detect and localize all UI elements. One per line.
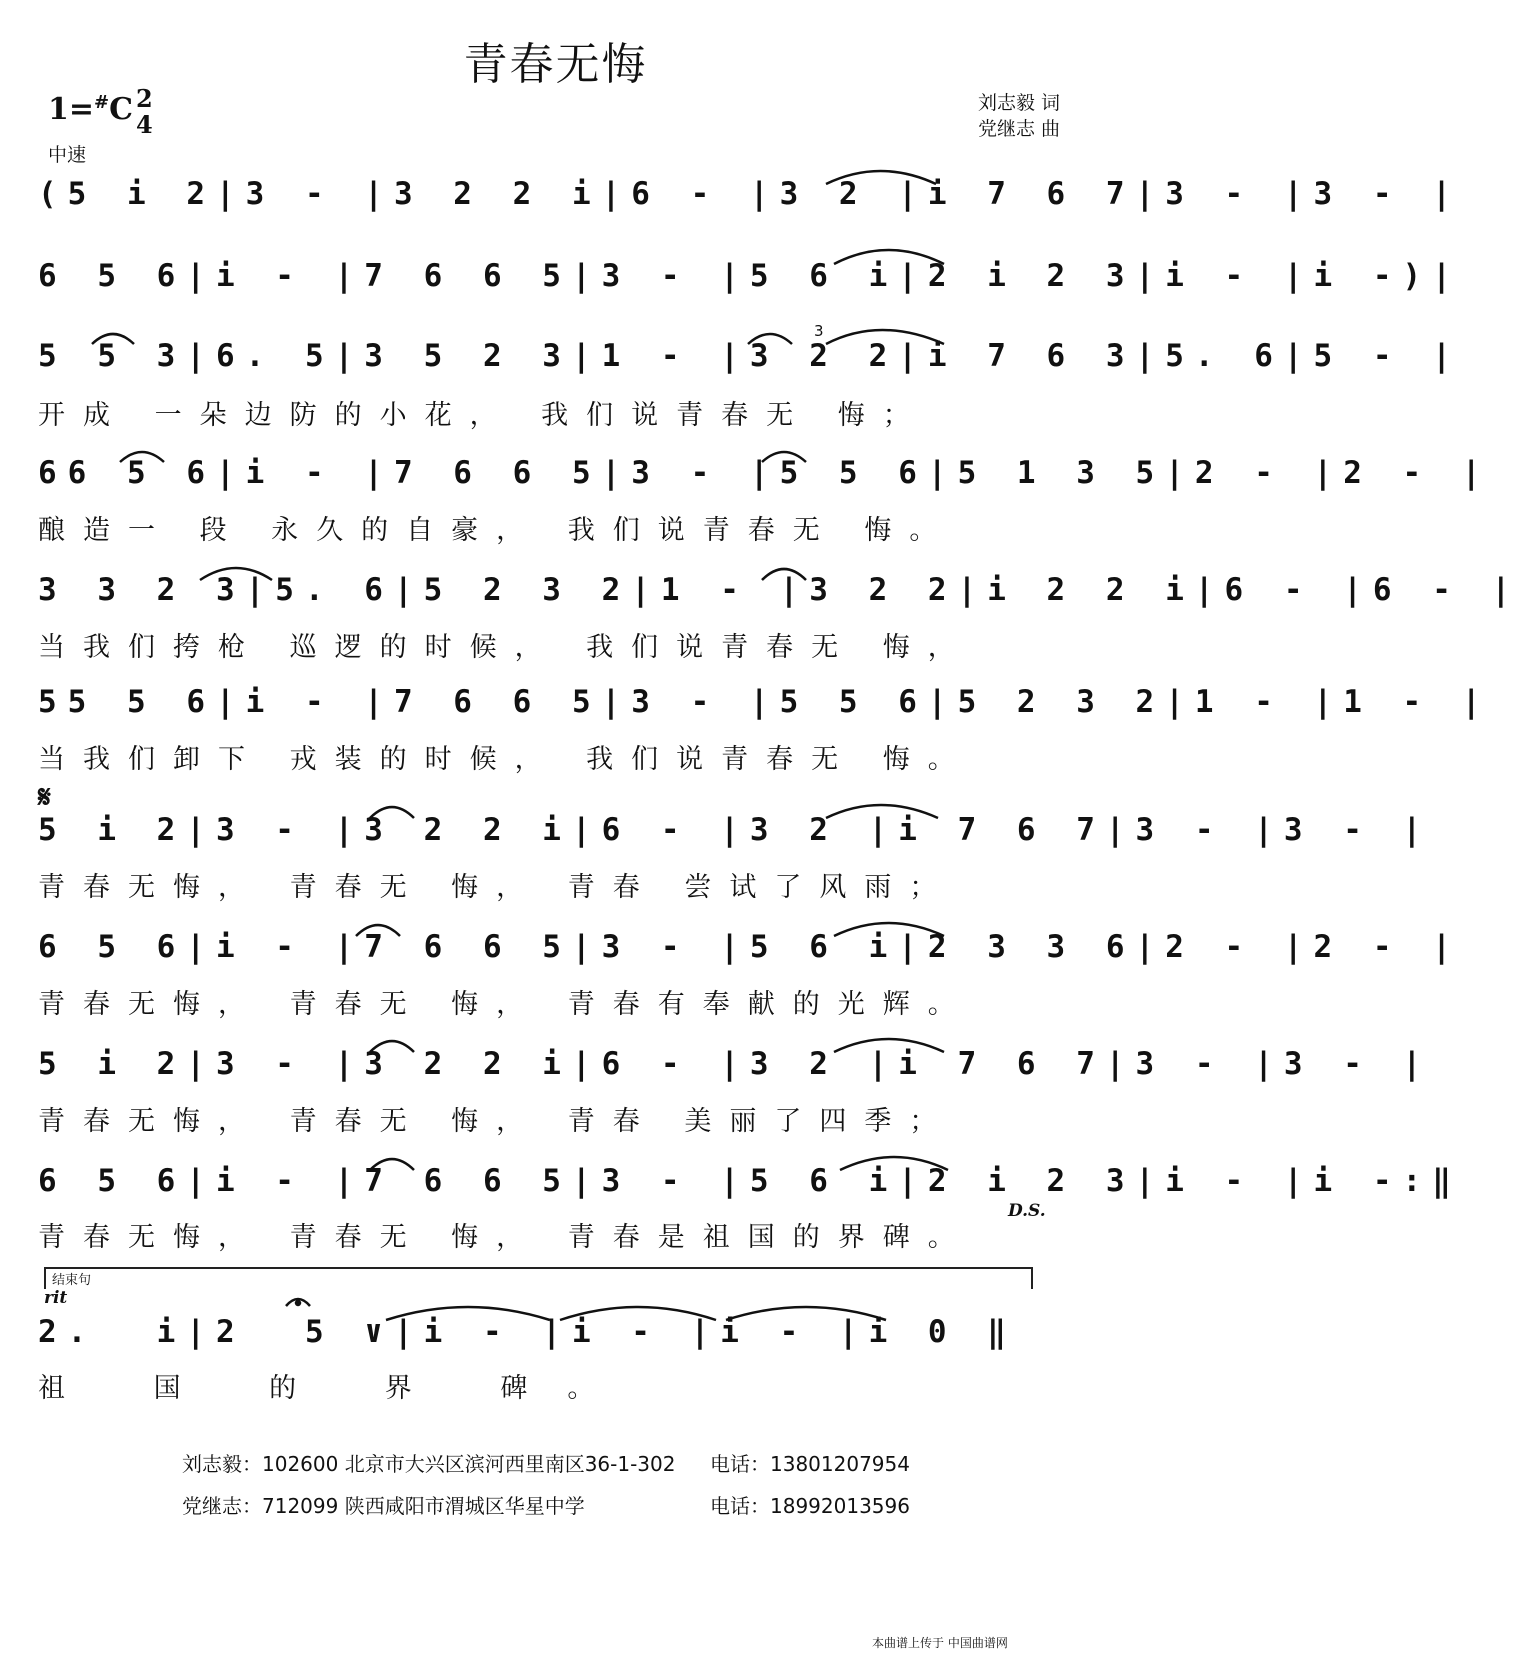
notation-row-6: 55 5 6|i - |7 6 6 5|3 - |5 5 6|5 2 3 2|1 - |1 - | xyxy=(38,684,1492,720)
lyric-row-9: 青春无悔， 青春无 悔， 青春 美丽了四季； xyxy=(38,1106,955,1137)
lyric-row-5: 当我们挎枪 巡逻的时候， 我们说青春无 悔， xyxy=(38,632,973,663)
meter-top: 2 xyxy=(136,84,153,113)
notation-row-7: 5 i 2|3 - |3 2 2 i|6 - |3 2 |i 7 6 7|3 - |3 - | xyxy=(38,812,1433,848)
coda-lyrics: 祖 国 的 界 碑。 xyxy=(38,1373,635,1404)
upload-footer: 本曲谱上传于 中国曲谱网 xyxy=(872,1636,1008,1650)
lyric-row-3: 开成 一朵边防的小花， 我们说青春无 悔； xyxy=(38,400,928,431)
contact-lyricist: 刘志毅：102600 北京市大兴区滨河西里南区36-1-302 xyxy=(182,1452,676,1476)
notation-row-10: 6 5 6|i - |7 6 6 5|3 - |5 6 i|2 i 2 3|i - |i -:‖ xyxy=(38,1163,1462,1199)
fermata-arc xyxy=(286,1299,310,1306)
time-signature xyxy=(136,86,153,138)
contact-lyricist-phone: 电话：13801207954 xyxy=(710,1452,910,1476)
tempo-marking: 中速 xyxy=(48,144,87,166)
lyric-row-8: 青春无悔， 青春无 悔， 青春有奉献的光辉。 xyxy=(38,989,973,1020)
meter-bottom: 4 xyxy=(136,110,153,139)
song-title: 青春无悔 xyxy=(463,39,648,90)
coda-bracket xyxy=(44,1267,1033,1289)
coda-notation: 2. i|2 5 ∨|i - |i - |i - |i 0 ‖ xyxy=(38,1314,1017,1350)
notation-row-3: 5 5 3|6. 5|3 5 2 3|1 - |3 2 2|i 7 6 3|5. 6|5 - | xyxy=(38,338,1462,374)
contact-composer-phone: 电话：18992013596 xyxy=(710,1494,910,1518)
key-prefix: 1= xyxy=(48,92,95,127)
notation-row-1: (5 i 2|3 - |3 2 2 i|6 - |3 2 |i 7 6 7|3 - |3 - | xyxy=(38,176,1462,212)
composer-credit: 党继志 曲 xyxy=(978,118,1061,140)
dal-segno-mark: D.S. xyxy=(1008,1201,1046,1221)
coda-label: 结束句 xyxy=(52,1273,92,1288)
lyric-row-10: 青春无悔， 青春无 悔， 青春是祖国的界碑。 xyxy=(38,1222,973,1253)
contact-composer: 党继志：712099 陕西咸阳市渭城区华星中学 xyxy=(182,1494,585,1518)
notation-row-4: 66 5 6|i - |7 6 6 5|3 - |5 5 6|5 1 3 5|2 - |2 - | xyxy=(38,455,1492,491)
lyric-row-4: 酿造一 段 永久的自豪， 我们说青春无 悔。 xyxy=(38,515,955,546)
fermata-dot xyxy=(296,1301,300,1305)
notation-row-9: 5 i 2|3 - |3 2 2 i|6 - |3 2 |i 7 6 7|3 - |3 - | xyxy=(38,1046,1433,1082)
key-signature xyxy=(48,92,133,127)
lyric-row-6: 当我们卸下 戎装的时候， 我们说青春无 悔。 xyxy=(38,744,973,775)
key-sharp: # xyxy=(94,92,110,113)
notation-row-5: 3 3 2 3|5. 6|5 2 3 2|1 - |3 2 2|i 2 2 i|6 - |6 - | xyxy=(38,572,1521,608)
notation-row-8: 6 5 6|i - |7 6 6 5|3 - |5 6 i|2 3 3 6|2 - |2 - | xyxy=(38,929,1462,965)
lyricist-credit: 刘志毅 词 xyxy=(978,92,1061,114)
ritardando-mark: rit xyxy=(44,1288,68,1308)
lyric-row-7: 青春无悔， 青春无 悔， 青春 尝试了风雨； xyxy=(38,872,955,903)
notation-row-2: 6 5 6|i - |7 6 6 5|3 - |5 6 i|2 i 2 3|i - |i -)| xyxy=(38,258,1462,294)
key-note: C xyxy=(109,92,133,127)
triplet-mark: 3 xyxy=(814,322,824,340)
segno-sign: 𝄋 xyxy=(38,780,51,815)
